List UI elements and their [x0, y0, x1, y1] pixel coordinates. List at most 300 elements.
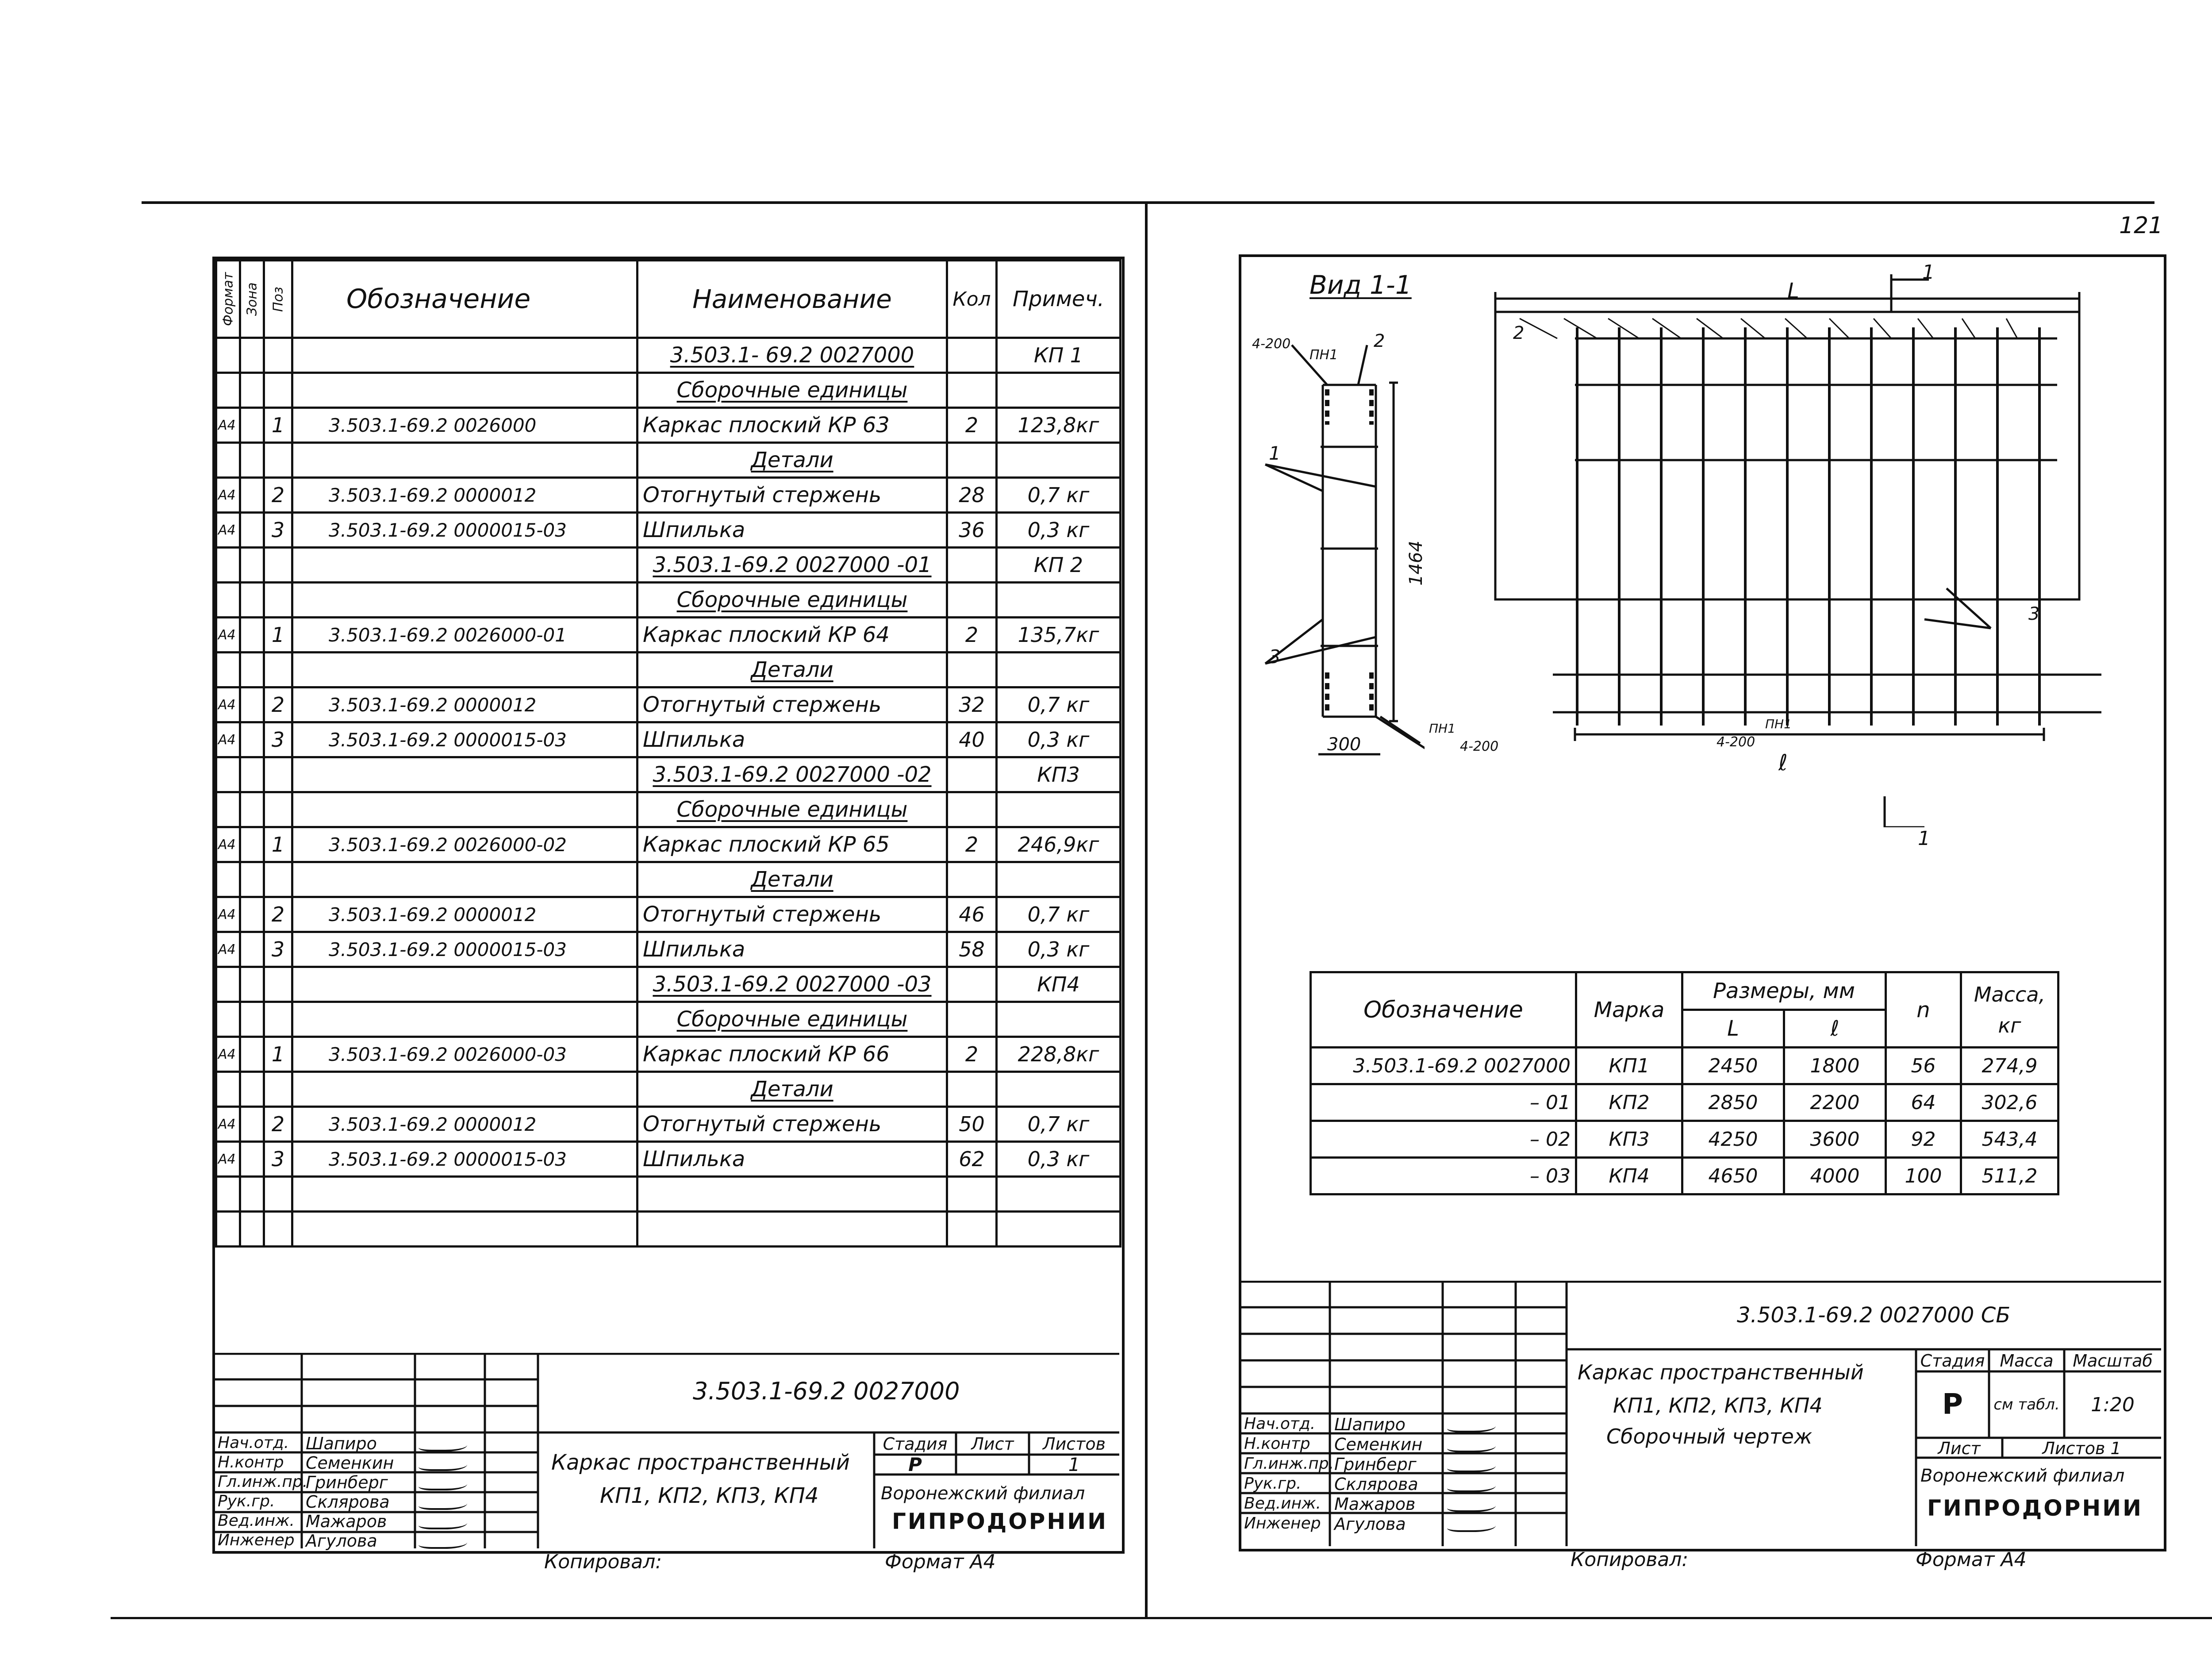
dim-n-cell: 92 — [1886, 1121, 1961, 1158]
spec-note-cell: 0,7 кг — [997, 1107, 1121, 1142]
section-mark-top: 1 — [1922, 261, 1935, 284]
spec-designation-cell: 3.503.1-69.2 0026000-02 — [292, 827, 637, 862]
spec-qty-cell — [947, 443, 997, 478]
signer-role: Инженер — [1244, 1514, 1321, 1532]
weld-label-top: 4-200 — [1252, 336, 1291, 352]
spec-note-cell — [997, 1072, 1121, 1107]
spec-format-cell — [216, 443, 240, 478]
dim-mark-cell: КП4 — [1576, 1158, 1682, 1194]
left-code: 3.503.1-69.2 0027000 — [693, 1377, 960, 1405]
spec-name-cell: Шпилька — [637, 722, 947, 757]
spec-format-cell: А4 — [216, 1142, 240, 1177]
spec-designation-cell: 3.503.1-69.2 0026000-01 — [292, 618, 637, 653]
spec-header-row — [216, 261, 1121, 338]
spec-name-cell: Каркас плоский КР 63 — [637, 408, 947, 443]
spec-format-cell: А4 — [216, 897, 240, 932]
dim-l: ℓ — [1778, 750, 1788, 776]
right-org-line1: Воронежский филиал — [1920, 1466, 2125, 1486]
name-header: Наименование — [637, 261, 947, 338]
dim-n-cell: 100 — [1886, 1158, 1961, 1194]
spec-body — [216, 338, 1121, 1247]
spec-row — [216, 653, 1121, 687]
spec-designation-cell: 3.503.1-69.2 0000012 — [292, 897, 637, 932]
spec-empty-cell — [240, 1177, 264, 1212]
spec-format-cell: А4 — [216, 478, 240, 513]
spec-empty-cell — [216, 1177, 240, 1212]
spec-designation-cell — [292, 792, 637, 827]
left-sheet-label: Лист — [971, 1434, 1014, 1454]
signer-name: Шапиро — [1334, 1415, 1406, 1434]
spec-designation-cell — [292, 653, 637, 687]
dim-l-header: ℓ — [1784, 1010, 1886, 1048]
spec-name-cell: Сборочные единицы — [637, 583, 947, 618]
signature-scribble — [419, 1437, 467, 1451]
format-header: Формат — [216, 261, 240, 338]
dimensions-table — [1310, 971, 2059, 1195]
dim-mark-cell: КП2 — [1576, 1084, 1682, 1121]
spec-name-cell: Отогнутый стержень — [637, 1107, 947, 1142]
dim-row — [1311, 1121, 2058, 1158]
spec-row — [216, 618, 1121, 653]
signer-name: Склярова — [1334, 1475, 1418, 1494]
spec-qty-cell: 2 — [947, 618, 997, 653]
spec-pos-cell: 1 — [264, 827, 292, 862]
spec-empty-cell — [997, 1177, 1121, 1212]
spec-name-cell: Детали — [637, 653, 947, 687]
spec-format-cell — [216, 653, 240, 687]
spec-note-cell: КП4 — [997, 967, 1121, 1002]
spec-designation-cell — [292, 548, 637, 583]
spec-designation-cell — [292, 757, 637, 792]
spec-qty-cell — [947, 583, 997, 618]
dim-mass-cell: 543,4 — [1961, 1121, 2058, 1158]
zone-header: Зона — [240, 261, 264, 338]
spec-pos-cell: 3 — [264, 1142, 292, 1177]
spec-empty-cell — [264, 1177, 292, 1212]
dim-mass-cell: 274,9 — [1961, 1048, 2058, 1084]
spec-empty-cell — [264, 1212, 292, 1247]
spec-note-cell — [997, 653, 1121, 687]
spec-note-cell: 0,7 кг — [997, 897, 1121, 932]
right-title-line2: КП1, КП2, КП3, КП4 — [1613, 1394, 1823, 1417]
spec-pos-cell — [264, 757, 292, 792]
spec-pos-cell: 3 — [264, 722, 292, 757]
spec-qty-cell — [947, 967, 997, 1002]
spec-pos-cell: 2 — [264, 897, 292, 932]
callout-3-plan: 3 — [2028, 604, 2040, 624]
spec-note-cell: 0,7 кг — [997, 687, 1121, 722]
spec-qty-cell — [947, 862, 997, 897]
signer-role: Н.контр — [218, 1453, 284, 1471]
spec-pos-cell: 2 — [264, 1107, 292, 1142]
spec-row — [216, 583, 1121, 618]
center-fold-line — [1145, 201, 1148, 1617]
spec-designation-cell: 3.503.1-69.2 0000015-03 — [292, 722, 637, 757]
spec-empty-cell — [947, 1212, 997, 1247]
spec-note-cell: 135,7кг — [997, 618, 1121, 653]
dim-header-row-1 — [1311, 972, 2058, 1010]
spec-empty-cell — [637, 1212, 947, 1247]
spec-zone-cell — [240, 583, 264, 618]
signer-role: Вед.инж. — [1244, 1494, 1321, 1513]
spec-qty-cell: 2 — [947, 1037, 997, 1072]
dim-mass-header: Масса, кг — [1961, 972, 2058, 1048]
spec-format-cell — [216, 1072, 240, 1107]
spec-note-cell — [997, 583, 1121, 618]
callout-1-section: 1 — [1269, 442, 1281, 464]
spec-name-cell: 3.503.1- 69.2 0027000 — [637, 338, 947, 373]
spec-designation-cell: 3.503.1-69.2 0000015-03 — [292, 932, 637, 967]
signature-scribble — [1447, 1418, 1496, 1432]
signature-scribble — [419, 1535, 467, 1549]
signer-role: Нач.отд. — [218, 1434, 289, 1452]
callout-2-section: 2 — [1374, 331, 1385, 351]
spec-row — [216, 792, 1121, 827]
weld-code-bottom: ПН1 — [1429, 721, 1455, 736]
spec-note-cell: 228,8кг — [997, 1037, 1121, 1072]
dim-row — [1311, 1084, 2058, 1121]
spec-pos-cell: 1 — [264, 1037, 292, 1072]
spec-note-cell: 0,7 кг — [997, 478, 1121, 513]
spec-format-cell: А4 — [216, 1037, 240, 1072]
spec-name-cell: Каркас плоский КР 65 — [637, 827, 947, 862]
spec-row — [216, 1037, 1121, 1072]
spec-designation-cell: 3.503.1-69.2 0026000-03 — [292, 1037, 637, 1072]
spec-note-cell: 246,9кг — [997, 827, 1121, 862]
dim-L-cell: 2850 — [1682, 1084, 1784, 1121]
spec-designation-cell: 3.503.1-69.2 0026000 — [292, 408, 637, 443]
spec-format-cell: А4 — [216, 408, 240, 443]
dim-designation-cell: 3.503.1-69.2 0027000 — [1311, 1048, 1576, 1084]
dim-l-cell: 3600 — [1784, 1121, 1886, 1158]
right-mass-value: см табл. — [1993, 1396, 2060, 1413]
spec-pos-cell — [264, 443, 292, 478]
spec-note-cell — [997, 443, 1121, 478]
signer-name: Склярова — [306, 1492, 390, 1512]
spec-qty-cell: 50 — [947, 1107, 997, 1142]
spec-empty-cell — [292, 1177, 637, 1212]
spec-row — [216, 1107, 1121, 1142]
spec-zone-cell — [240, 408, 264, 443]
left-org-line1: Воронежский филиал — [881, 1483, 1085, 1504]
spec-zone-cell — [240, 757, 264, 792]
spec-name-cell: Каркас плоский КР 64 — [637, 618, 947, 653]
spec-zone-cell — [240, 1002, 264, 1037]
left-sheets-label: Листов — [1043, 1434, 1106, 1454]
spec-empty-cell — [997, 1212, 1121, 1247]
signer-role: Рук.гр. — [218, 1492, 275, 1510]
right-stage-label: Стадия — [1920, 1351, 1985, 1371]
right-title-line1: Каркас пространственный — [1578, 1360, 1864, 1384]
spec-name-cell: Каркас плоский КР 66 — [637, 1037, 947, 1072]
spec-qty-cell: 28 — [947, 478, 997, 513]
spec-pos-cell — [264, 548, 292, 583]
spec-format-cell: А4 — [216, 932, 240, 967]
spec-name-cell: Детали — [637, 1072, 947, 1107]
spec-note-cell: 0,3 кг — [997, 932, 1121, 967]
spec-qty-cell: 40 — [947, 722, 997, 757]
spec-designation-cell: 3.503.1-69.2 0000012 — [292, 687, 637, 722]
spec-note-cell: КП 2 — [997, 548, 1121, 583]
callout-3-section: 3 — [1269, 646, 1281, 668]
top-border-line — [142, 201, 2154, 204]
dim-L: L — [1787, 279, 1799, 303]
spec-note-cell — [997, 373, 1121, 408]
spec-name-cell: 3.503.1-69.2 0027000 -02 — [637, 757, 947, 792]
left-title-line2: КП1, КП2, КП3, КП4 — [600, 1483, 819, 1508]
right-stage-value: Р — [1942, 1388, 1963, 1421]
right-mass-label: Масса — [2000, 1351, 2054, 1371]
signer-name: Мажаров — [1334, 1494, 1416, 1514]
spec-designation-cell — [292, 373, 637, 408]
spec-empty-row — [216, 1177, 1121, 1212]
spec-zone-cell — [240, 548, 264, 583]
spec-pos-cell — [264, 338, 292, 373]
spec-empty-cell — [947, 1177, 997, 1212]
right-sheets-label: Листов 1 — [2042, 1439, 2121, 1458]
spec-zone-cell — [240, 1107, 264, 1142]
spec-qty-cell — [947, 1002, 997, 1037]
signer-role: Гл.инж.пр. — [1244, 1455, 1334, 1473]
spec-pos-cell: 2 — [264, 687, 292, 722]
spec-zone-cell — [240, 618, 264, 653]
signature-scribble — [419, 1476, 467, 1490]
spec-row — [216, 967, 1121, 1002]
dim-designation-header: Обозначение — [1311, 972, 1576, 1048]
pos-header: Поз — [264, 261, 292, 338]
spec-pos-cell: 1 — [264, 618, 292, 653]
signer-role: Гл.инж.пр. — [218, 1473, 308, 1491]
plan-vertical-bars — [1577, 327, 2039, 726]
spec-qty-cell — [947, 792, 997, 827]
spec-note-cell — [997, 862, 1121, 897]
signer-name: Шапиро — [306, 1434, 377, 1453]
designation-header: Обозначение — [292, 261, 637, 338]
dim-body — [1311, 1048, 2058, 1194]
signature-scribble — [1447, 1438, 1496, 1452]
dim-n-cell: 56 — [1886, 1048, 1961, 1084]
spec-designation-cell: 3.503.1-69.2 0000012 — [292, 478, 637, 513]
spec-pos-cell — [264, 373, 292, 408]
spec-note-cell: 0,3 кг — [997, 1142, 1121, 1177]
spec-row — [216, 408, 1121, 443]
dim-L-cell: 4650 — [1682, 1158, 1784, 1194]
spec-designation-cell — [292, 583, 637, 618]
right-sheet-label: Лист — [1938, 1439, 1981, 1458]
dim-mass-cell: 511,2 — [1961, 1158, 2058, 1194]
signature-scribble — [1447, 1518, 1496, 1532]
dim-designation-cell: – 01 — [1311, 1084, 1576, 1121]
spec-format-cell — [216, 548, 240, 583]
signature-scribble — [419, 1457, 467, 1471]
spec-name-cell: Отогнутый стержень — [637, 478, 947, 513]
spec-qty-cell — [947, 338, 997, 373]
spec-qty-cell: 2 — [947, 408, 997, 443]
spec-empty-row — [216, 1212, 1121, 1247]
spec-row — [216, 548, 1121, 583]
spec-row — [216, 1002, 1121, 1037]
dim-row — [1311, 1158, 2058, 1194]
right-scale-value: 1:20 — [2091, 1393, 2135, 1416]
signer-name: Семенкин — [1334, 1435, 1423, 1454]
spec-name-cell: Отогнутый стержень — [637, 897, 947, 932]
spec-pos-cell — [264, 967, 292, 1002]
spec-zone-cell — [240, 897, 264, 932]
spec-pos-cell — [264, 1002, 292, 1037]
spec-pos-cell — [264, 792, 292, 827]
spec-designation-cell: 3.503.1-69.2 0000015-03 — [292, 513, 637, 548]
spec-zone-cell — [240, 1142, 264, 1177]
spec-qty-cell — [947, 373, 997, 408]
spec-zone-cell — [240, 827, 264, 862]
signer-name: Агулова — [1334, 1514, 1406, 1534]
spec-row — [216, 478, 1121, 513]
right-copied-label: Копировал: — [1571, 1548, 1689, 1571]
spec-designation-cell — [292, 967, 637, 1002]
spec-pos-cell: 1 — [264, 408, 292, 443]
spec-qty-cell: 36 — [947, 513, 997, 548]
dim-sizes-header: Размеры, мм — [1682, 972, 1886, 1010]
spec-designation-cell: 3.503.1-69.2 0000012 — [292, 1107, 637, 1142]
view-title: Вид 1-1 — [1310, 270, 1412, 300]
spec-row — [216, 373, 1121, 408]
spec-empty-cell — [216, 1212, 240, 1247]
dim-l-cell: 2200 — [1784, 1084, 1886, 1121]
dim-L-header: L — [1682, 1010, 1784, 1048]
spec-zone-cell — [240, 1037, 264, 1072]
spec-note-cell: КП3 — [997, 757, 1121, 792]
dim-n-cell: 64 — [1886, 1084, 1961, 1121]
spec-format-cell — [216, 757, 240, 792]
bottom-border-line — [111, 1617, 2212, 1619]
plan-view-drawing — [1482, 274, 2168, 827]
spec-zone-cell — [240, 722, 264, 757]
spec-zone-cell — [240, 967, 264, 1002]
spec-row — [216, 443, 1121, 478]
signer-role: Рук.гр. — [1244, 1475, 1302, 1493]
spec-qty-cell: 62 — [947, 1142, 997, 1177]
left-copied-label: Копировал: — [544, 1551, 662, 1573]
right-title-block — [1241, 1281, 2161, 1546]
spec-designation-cell — [292, 1002, 637, 1037]
qty-header: Кол — [947, 261, 997, 338]
spec-zone-cell — [240, 932, 264, 967]
spec-format-cell — [216, 338, 240, 373]
right-scale-label: Масштаб — [2073, 1351, 2153, 1371]
spec-qty-cell: 2 — [947, 827, 997, 862]
spec-qty-cell — [947, 653, 997, 687]
spec-pos-cell: 3 — [264, 932, 292, 967]
weld-code-top: ПН1 — [1310, 347, 1338, 363]
spec-name-cell: Детали — [637, 862, 947, 897]
signer-name: Семенкин — [306, 1453, 394, 1473]
spec-qty-cell: 58 — [947, 932, 997, 967]
signer-name: Гринберг — [306, 1473, 388, 1492]
spec-zone-cell — [240, 373, 264, 408]
left-spec-table — [215, 259, 1121, 1248]
spec-note-cell: 0,3 кг — [997, 722, 1121, 757]
spec-zone-cell — [240, 792, 264, 827]
spec-qty-cell — [947, 548, 997, 583]
spec-zone-cell — [240, 478, 264, 513]
spec-format-cell — [216, 583, 240, 618]
spec-zone-cell — [240, 1072, 264, 1107]
spec-note-cell: КП 1 — [997, 338, 1121, 373]
weld-label-bottom: 4-200 — [1460, 739, 1499, 754]
spec-pos-cell — [264, 1072, 292, 1107]
spec-qty-cell: 46 — [947, 897, 997, 932]
spec-format-cell — [216, 967, 240, 1002]
spec-name-cell: Отогнутый стержень — [637, 687, 947, 722]
signer-role: Н.контр — [1244, 1435, 1310, 1453]
spec-row — [216, 1072, 1121, 1107]
signature-scribble — [1447, 1458, 1496, 1472]
signer-role: Нач.отд. — [1244, 1415, 1316, 1433]
left-sheets-value: 1 — [1068, 1455, 1080, 1475]
dim-L-cell: 2450 — [1682, 1048, 1784, 1084]
left-format-label: Формат А4 — [885, 1551, 996, 1573]
spec-format-cell: А4 — [216, 1107, 240, 1142]
spec-note-cell — [997, 792, 1121, 827]
right-org-line2: ГИПРОДОРНИИ — [1927, 1495, 2143, 1521]
left-title-line1: Каркас пространственный — [551, 1450, 850, 1475]
weld-label-plan: 4-200 — [1717, 734, 1755, 750]
spec-format-cell: А4 — [216, 722, 240, 757]
weld-code-plan: ПН1 — [1765, 717, 1792, 731]
section-mark-bottom: 1 — [1918, 827, 1930, 850]
spec-row — [216, 338, 1121, 373]
spec-row — [216, 757, 1121, 792]
signer-name: Мажаров — [306, 1512, 387, 1531]
dim-mark-cell: КП3 — [1576, 1121, 1682, 1158]
spec-pos-cell — [264, 583, 292, 618]
spec-format-cell: А4 — [216, 513, 240, 548]
dim-l-cell: 1800 — [1784, 1048, 1886, 1084]
spec-pos-cell: 2 — [264, 478, 292, 513]
spec-row — [216, 932, 1121, 967]
spec-name-cell: Шпилька — [637, 932, 947, 967]
page-number: 121 — [2119, 212, 2163, 239]
spec-note-cell — [997, 1002, 1121, 1037]
left-stage-label: Стадия — [883, 1434, 948, 1454]
spec-qty-cell: 32 — [947, 687, 997, 722]
right-format-label: Формат А4 — [1916, 1548, 2027, 1571]
dim-n-header: n — [1886, 972, 1961, 1048]
spec-row — [216, 897, 1121, 932]
spec-name-cell: Сборочные единицы — [637, 373, 947, 408]
spec-name-cell: Сборочные единицы — [637, 1002, 947, 1037]
signer-name: Гринберг — [1334, 1455, 1417, 1474]
dim-designation-cell: – 03 — [1311, 1158, 1576, 1194]
dim-mark-header: Марка — [1576, 972, 1682, 1048]
spec-note-cell: 0,3 кг — [997, 513, 1121, 548]
spec-format-cell: А4 — [216, 618, 240, 653]
spec-empty-cell — [637, 1177, 947, 1212]
spec-note-cell: 123,8кг — [997, 408, 1121, 443]
spec-pos-cell: 3 — [264, 513, 292, 548]
signature-scribble — [419, 1496, 467, 1510]
spec-name-cell: 3.503.1-69.2 0027000 -03 — [637, 967, 947, 1002]
spec-name-cell: Детали — [637, 443, 947, 478]
spec-row — [216, 513, 1121, 548]
spec-row — [216, 687, 1121, 722]
spec-zone-cell — [240, 687, 264, 722]
right-code: 3.503.1-69.2 0027000 СБ — [1737, 1303, 2011, 1328]
spec-name-cell: Сборочные единицы — [637, 792, 947, 827]
spec-row — [216, 1142, 1121, 1177]
spec-zone-cell — [240, 862, 264, 897]
spec-format-cell — [216, 373, 240, 408]
